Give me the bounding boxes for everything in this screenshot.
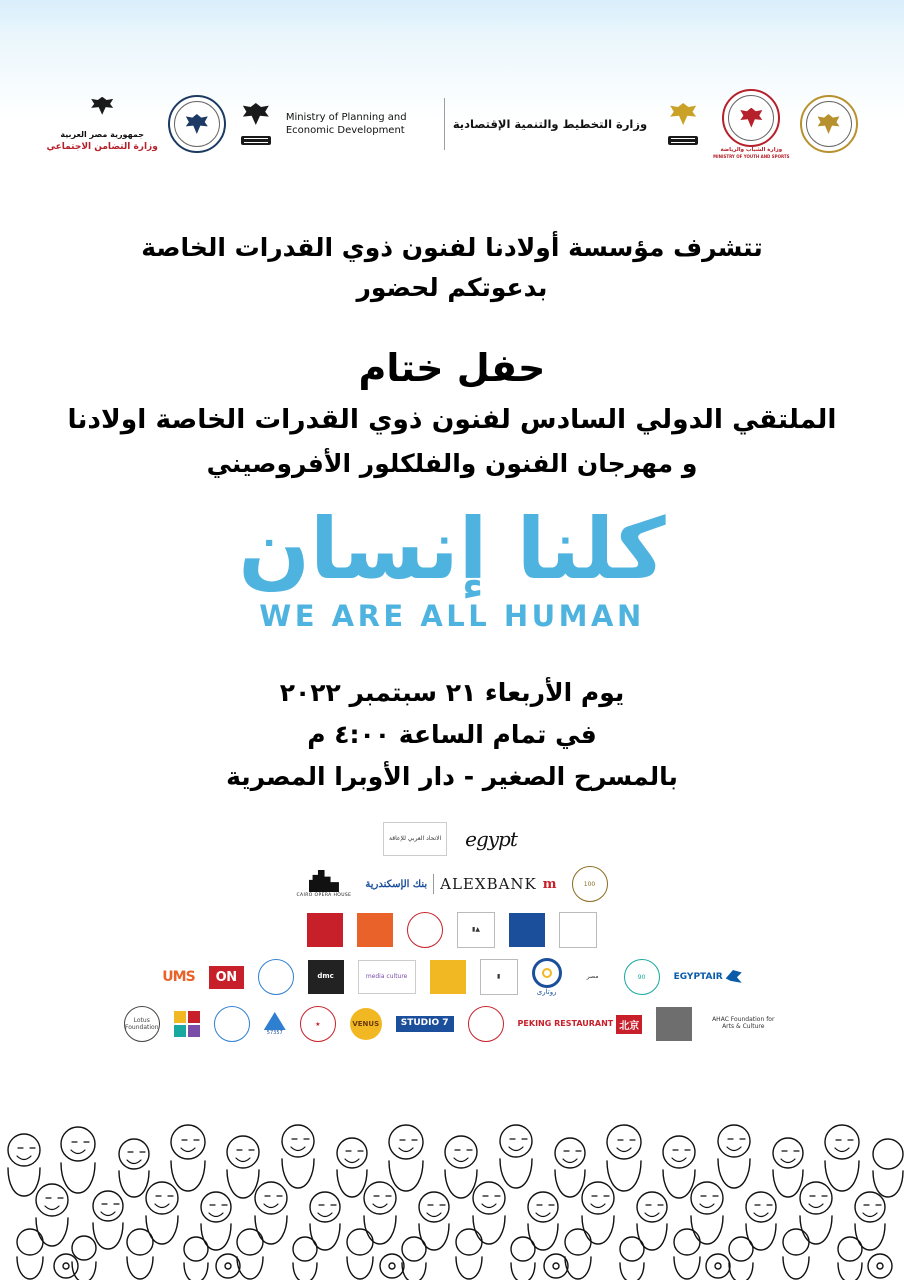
misr-label-block <box>576 960 610 994</box>
boat-57357-logo <box>264 1012 286 1036</box>
intro-line-2: بدعوتكم لحضور <box>356 273 548 302</box>
peking-restaurant-logo <box>518 1015 643 1034</box>
rotary-wheel-icon <box>532 958 562 988</box>
studio7-logo <box>396 1016 454 1031</box>
logo-social-solidarity-seal <box>168 95 226 153</box>
square-yellow <box>174 1011 186 1023</box>
anniversary-90-logo <box>624 959 660 995</box>
divider <box>433 874 434 894</box>
crest-base <box>241 136 271 145</box>
cairo-opera-house-logo <box>296 870 351 898</box>
logo-youth-sports-label-en: MINISTRY OF YOUTH AND SPORTS <box>713 154 790 160</box>
alexbank-label: ALEXBANK <box>440 875 537 893</box>
divider <box>444 98 445 150</box>
event-subtitle-2: و مهرجان الفنون والفلكلور الأفروصيني <box>206 449 698 479</box>
horus-icon <box>726 970 742 984</box>
crest-base <box>668 136 698 145</box>
studio7-label: STUDIO 7 <box>400 1018 449 1029</box>
invitation-intro <box>0 228 904 308</box>
red-star-logo: ★ <box>300 1006 336 1042</box>
sponsor-row-2 <box>0 866 904 902</box>
square-purple <box>188 1025 200 1037</box>
sail-icon <box>264 1012 286 1030</box>
sponsor-blue-box-logo <box>509 913 545 947</box>
media-culture-label: media culture <box>365 972 408 980</box>
event-title-block <box>0 340 904 486</box>
mosque-icon: ▲▮ <box>472 925 480 933</box>
eagle-icon <box>186 114 208 134</box>
campaign-logo-english: WE ARE ALL HUMAN <box>259 599 645 634</box>
republic-labels <box>47 129 158 154</box>
peking-label: PEKING RESTAURANT <box>517 1019 614 1028</box>
sponsor-row-4 <box>0 958 904 996</box>
alexbank-logo <box>365 874 557 894</box>
ums-logo <box>162 969 194 985</box>
sponsor-row-1 <box>0 822 904 856</box>
sponsor-logos <box>0 822 904 1052</box>
intro-line-1: تتشرف مؤسسة أولادنا لفنون ذوي القدرات الخاصة <box>141 233 763 262</box>
rotary-label: روتارى <box>536 988 557 996</box>
misr-insurance-100-logo <box>572 866 608 902</box>
top-logo-strip <box>0 78 904 170</box>
ahac-foundation-logo <box>706 1007 780 1041</box>
alexbank-mark-icon: m <box>542 876 558 892</box>
gray-block-logo <box>656 1007 692 1041</box>
lotus-foundation-logo <box>124 1006 160 1042</box>
venus-label: VENUS <box>352 1020 380 1028</box>
rotary-logo <box>532 958 562 996</box>
cairo-opera-label: CAIRO OPERA HOUSE <box>296 893 352 898</box>
color-squares-logo <box>174 1011 200 1037</box>
campaign-logo <box>0 500 904 634</box>
event-venue: بالمسرح الصغير - دار الأوبرا المصرية <box>226 762 678 791</box>
opera-house-icon <box>309 870 339 892</box>
youth-sports-seal-icon <box>722 89 780 147</box>
logo-egypt-crest-right <box>236 101 276 147</box>
sponsor-row-3 <box>0 912 904 948</box>
blue-seal-logo <box>214 1006 250 1042</box>
square-teal <box>174 1025 186 1037</box>
anniversary-90-label: 90 <box>637 973 646 981</box>
logo-tourism-antiquities <box>800 95 858 153</box>
logo-egypt-crest-left <box>663 101 703 147</box>
experience-egypt-logo: egypt <box>465 827 517 851</box>
eagle-icon <box>818 114 840 134</box>
arab-union-logo <box>383 822 447 856</box>
sponsor-row-5 <box>0 1006 904 1042</box>
square-red <box>188 1011 200 1023</box>
egypt-eagle-crest-icon-2 <box>236 101 276 147</box>
logo-ministry-planning <box>286 98 653 150</box>
media-culture-logo <box>358 960 416 994</box>
logo-youth-sports <box>713 89 789 160</box>
logo-youth-sports-label-ar: وزارة الشباب والرياضة <box>720 146 783 153</box>
eagle-icon <box>91 97 113 115</box>
egypt-eagle-crest-icon <box>663 101 703 147</box>
ministry-planning-label-en: Ministry of Planning and Economic Development <box>285 111 407 136</box>
sponsor-circle-logo <box>407 912 443 948</box>
social-solidarity-seal-icon <box>168 95 226 153</box>
egyptair-logo <box>674 970 742 984</box>
eagle-icon <box>243 103 269 125</box>
heritage-tower-logo <box>480 959 518 995</box>
eagle-icon <box>670 103 696 125</box>
sunrise-logo <box>430 960 466 994</box>
event-details <box>0 672 904 798</box>
nile-tv-logo <box>258 959 294 995</box>
misr-insurance-100-label: 100 <box>583 880 596 888</box>
republic-crest-icon <box>85 95 119 129</box>
ums-label: UMS <box>162 969 195 985</box>
ministry-planning-label-ar: وزارة التخطيط والتنمية الإقتصادية <box>452 116 648 131</box>
bank-alexandria-label-ar: بنك الإسكندرية <box>365 878 428 890</box>
sponsor-red-logo <box>307 913 343 947</box>
egyptair-label: EGYPTAIR <box>673 972 723 982</box>
dmc-channel-logo <box>308 960 344 994</box>
tower-icon: ▮ <box>496 972 501 980</box>
misr-label: مصر <box>586 972 599 980</box>
event-date: يوم الأربعاء ٢١ سبتمبر ٢٠٢٢ <box>279 678 625 707</box>
lotus-foundation-label: Lotus Foundation <box>125 1017 159 1031</box>
crowd-illustration <box>0 1108 904 1280</box>
republic-label-ar: جمهورية مصر العربية <box>60 129 144 139</box>
peking-cn-icon: 北京 <box>616 1015 642 1034</box>
logo-republic-of-egypt <box>47 95 158 154</box>
campaign-logo-arabic: كلنا إنسان <box>238 500 666 598</box>
venus-logo <box>350 1008 382 1040</box>
tourism-antiquities-seal-icon <box>800 95 858 153</box>
sponsor-orange-logo <box>357 913 393 947</box>
sponsor-mosque-logo <box>457 912 495 948</box>
eagle-icon <box>740 108 762 128</box>
boat-57357-label: 57357 <box>266 1030 283 1036</box>
arab-union-label: الاتحاد العربي للإعاقة <box>389 834 442 842</box>
on-channel-logo: ON <box>209 966 244 989</box>
sponsor-gray-logo <box>559 912 597 948</box>
dmc-label: dmc <box>317 972 334 981</box>
red-circle-logo <box>468 1006 504 1042</box>
event-subtitle-1: الملتقي الدولي السادس لفنون ذوي القدرات الخاصة اولادنا <box>67 404 837 435</box>
event-time: في تمام الساعة ٤:٠٠ م <box>307 720 597 749</box>
solidarity-label-ar: وزارة التضامن الاجتماعي <box>46 141 158 152</box>
ahac-foundation-label: AHAC Foundation for Arts & Culture <box>712 1016 775 1030</box>
event-headline: حفل ختام <box>358 346 546 390</box>
